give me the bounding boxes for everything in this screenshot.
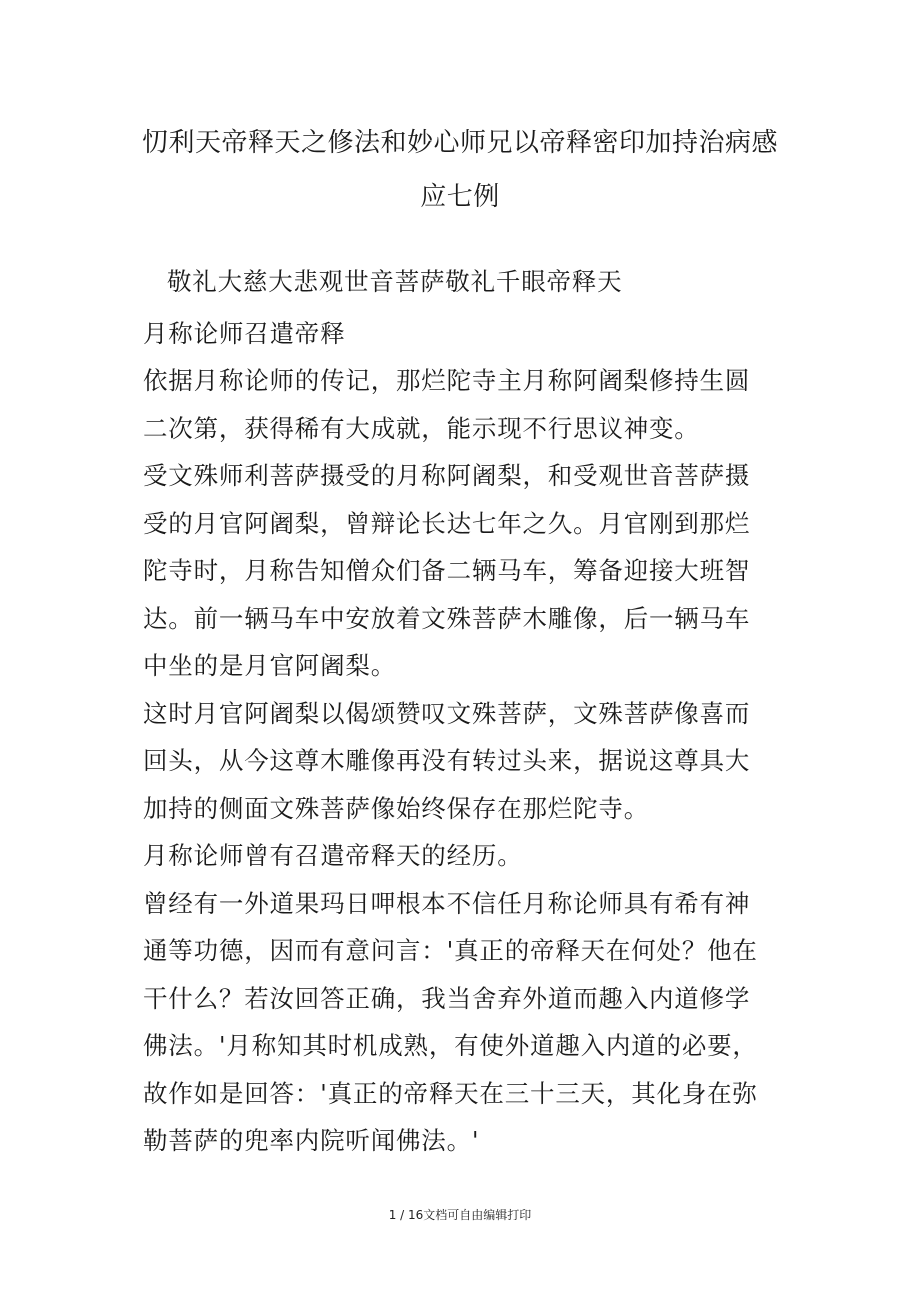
document-title: 忉利天帝释天之修法和妙心师兄以帝释密印加持治病感应七例	[141, 128, 778, 212]
page-footer: 1 / 16文档可自由编辑打印	[388, 1208, 532, 1222]
paragraph: 月称论师曾有召遣帝释天的经历。	[143, 841, 523, 870]
paragraph: 曾经有一外道果玛日呷根本不信任月称论师具有希有神通等功德，因而有意问言：'真正的帝释天在何处？他在干什么？若汝回答正确，我当舍弃外道而趣入内道修学佛法。'月称知其时机成熟，有使外道趣入内道的必要，故作如是回答：'真正的帝释天在三十三天，其化身在弥勒菩萨的兜率内院听闻佛法。'	[143, 888, 758, 1155]
invocation-line: 敬礼大慈大悲观世音菩萨敬礼千眼帝释天	[167, 267, 623, 296]
paragraph: 这时月官阿阇梨以偈颂赞叹文殊菩萨，文殊菩萨像喜而回头，从今这尊木雕像再没有转过头来，据说这尊具大加持的侧面文殊菩萨像始终保存在那烂陀寺。	[143, 698, 751, 823]
document-body	[143, 258, 773, 1165]
section-heading: 月称论师召遣帝释	[143, 318, 346, 348]
paragraph: 受文殊师利菩萨摄受的月称阿阇梨，和受观世音菩萨摄受的月官阿阇梨，曾辩论长达七年之久。月官刚到那烂陀寺时，月称告知僧众们备二辆马车，筹备迎接大班智达。前一辆马车中安放着文殊菩萨木雕像，后一辆马车中坐的是月官阿阇梨。	[143, 461, 751, 680]
paragraph: 依据月称论师的传记，那烂陀寺主月称阿阇梨修持生圆二次第，获得稀有大成就，能示现不行思议神变。	[143, 366, 751, 443]
